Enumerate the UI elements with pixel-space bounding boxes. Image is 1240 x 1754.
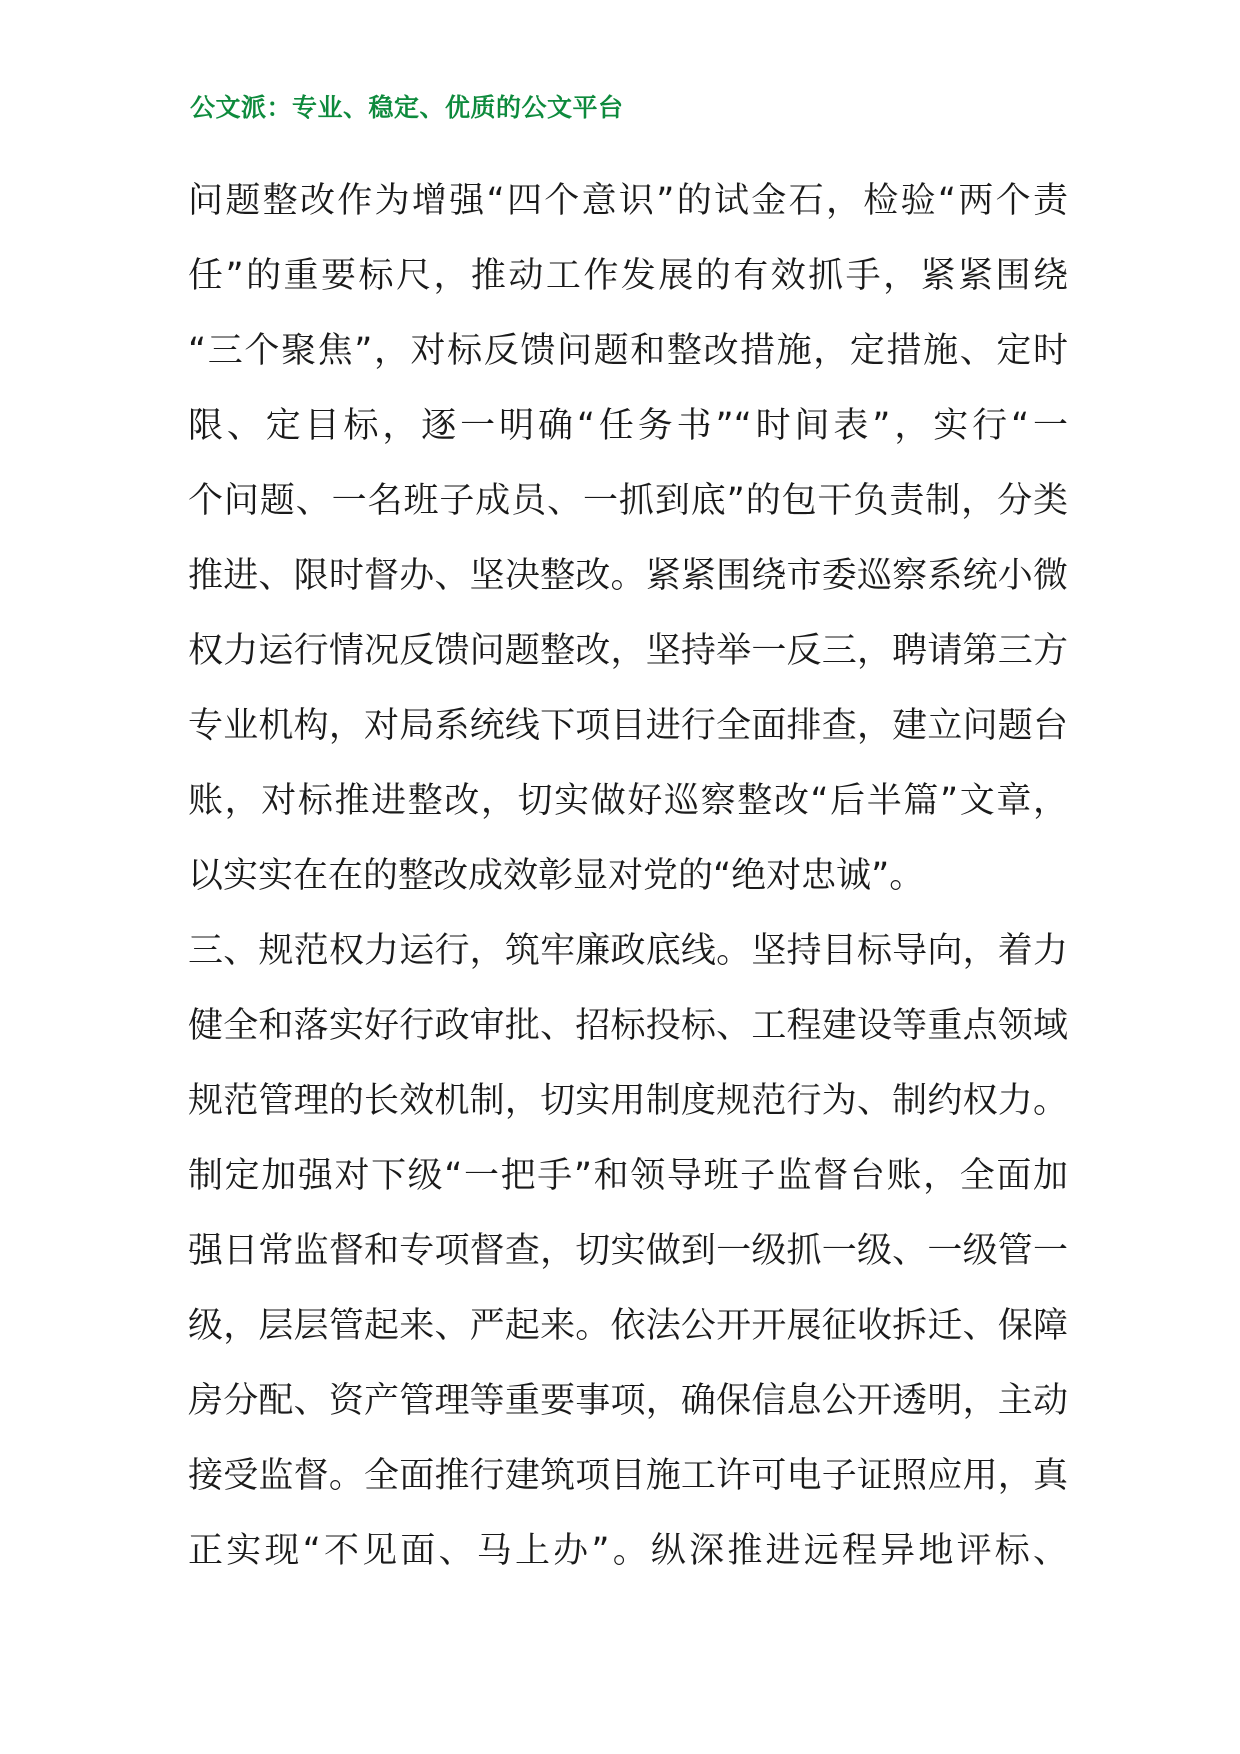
- text-line: 制定加强对下级“一把手”和领导班子监督台账，全面加: [188, 1156, 1068, 1196]
- text-line: 以实实在在的整改成效彰显对党的“绝对忠诚”。: [188, 856, 925, 896]
- text-line: 个问题、一名班子成员、一抓到底”的包干负责制，分类: [188, 481, 1068, 521]
- text-line: 级，层层管起来、严起来。依法公开开展征收拆迁、保障: [188, 1306, 1068, 1346]
- text-line: 问题整改作为增强“四个意识”的试金石，检验“两个责: [188, 181, 1068, 221]
- text-line: 账，对标推进整改，切实做好巡察整改“后半篇”文章，: [188, 781, 1068, 821]
- text-line: 规范管理的长效机制，切实用制度规范行为、制约权力。: [188, 1081, 1068, 1121]
- text-line: 接受监督。全面推行建筑项目施工许可电子证照应用，真: [188, 1456, 1068, 1496]
- text-line: 房分配、资产管理等重要事项，确保信息公开透明，主动: [188, 1381, 1068, 1421]
- header-banner: 公文派：专业、稳定、优质的公文平台: [190, 93, 624, 122]
- text-line: 推进、限时督办、坚决整改。紧紧围绕市委巡察系统小微: [188, 556, 1068, 596]
- text-line: 健全和落实好行政审批、招标投标、工程建设等重点领域: [188, 1006, 1068, 1046]
- text-line: 权力运行情况反馈问题整改，坚持举一反三，聘请第三方: [188, 631, 1068, 671]
- paragraph-1: [188, 164, 1068, 914]
- text-line: 三、规范权力运行，筑牢廉政底线。坚持目标导向，着力: [188, 931, 1068, 971]
- text-line: 任”的重要标尺，推动工作发展的有效抓手，紧紧围绕: [188, 256, 1068, 296]
- text-line: 限、定目标，逐一明确“任务书”“时间表”，实行“一: [188, 406, 1068, 446]
- document-body: [188, 164, 1068, 1589]
- text-line: 强日常监督和专项督查，切实做到一级抓一级、一级管一: [188, 1231, 1068, 1271]
- text-line: “三个聚焦”，对标反馈问题和整改措施，定措施、定时: [188, 331, 1068, 371]
- paragraph-2: [188, 914, 1068, 1589]
- text-line: 专业机构，对局系统线下项目进行全面排查，建立问题台: [188, 706, 1068, 746]
- text-line: 正实现“不见面、马上办”。纵深推进远程异地评标、: [188, 1531, 1068, 1571]
